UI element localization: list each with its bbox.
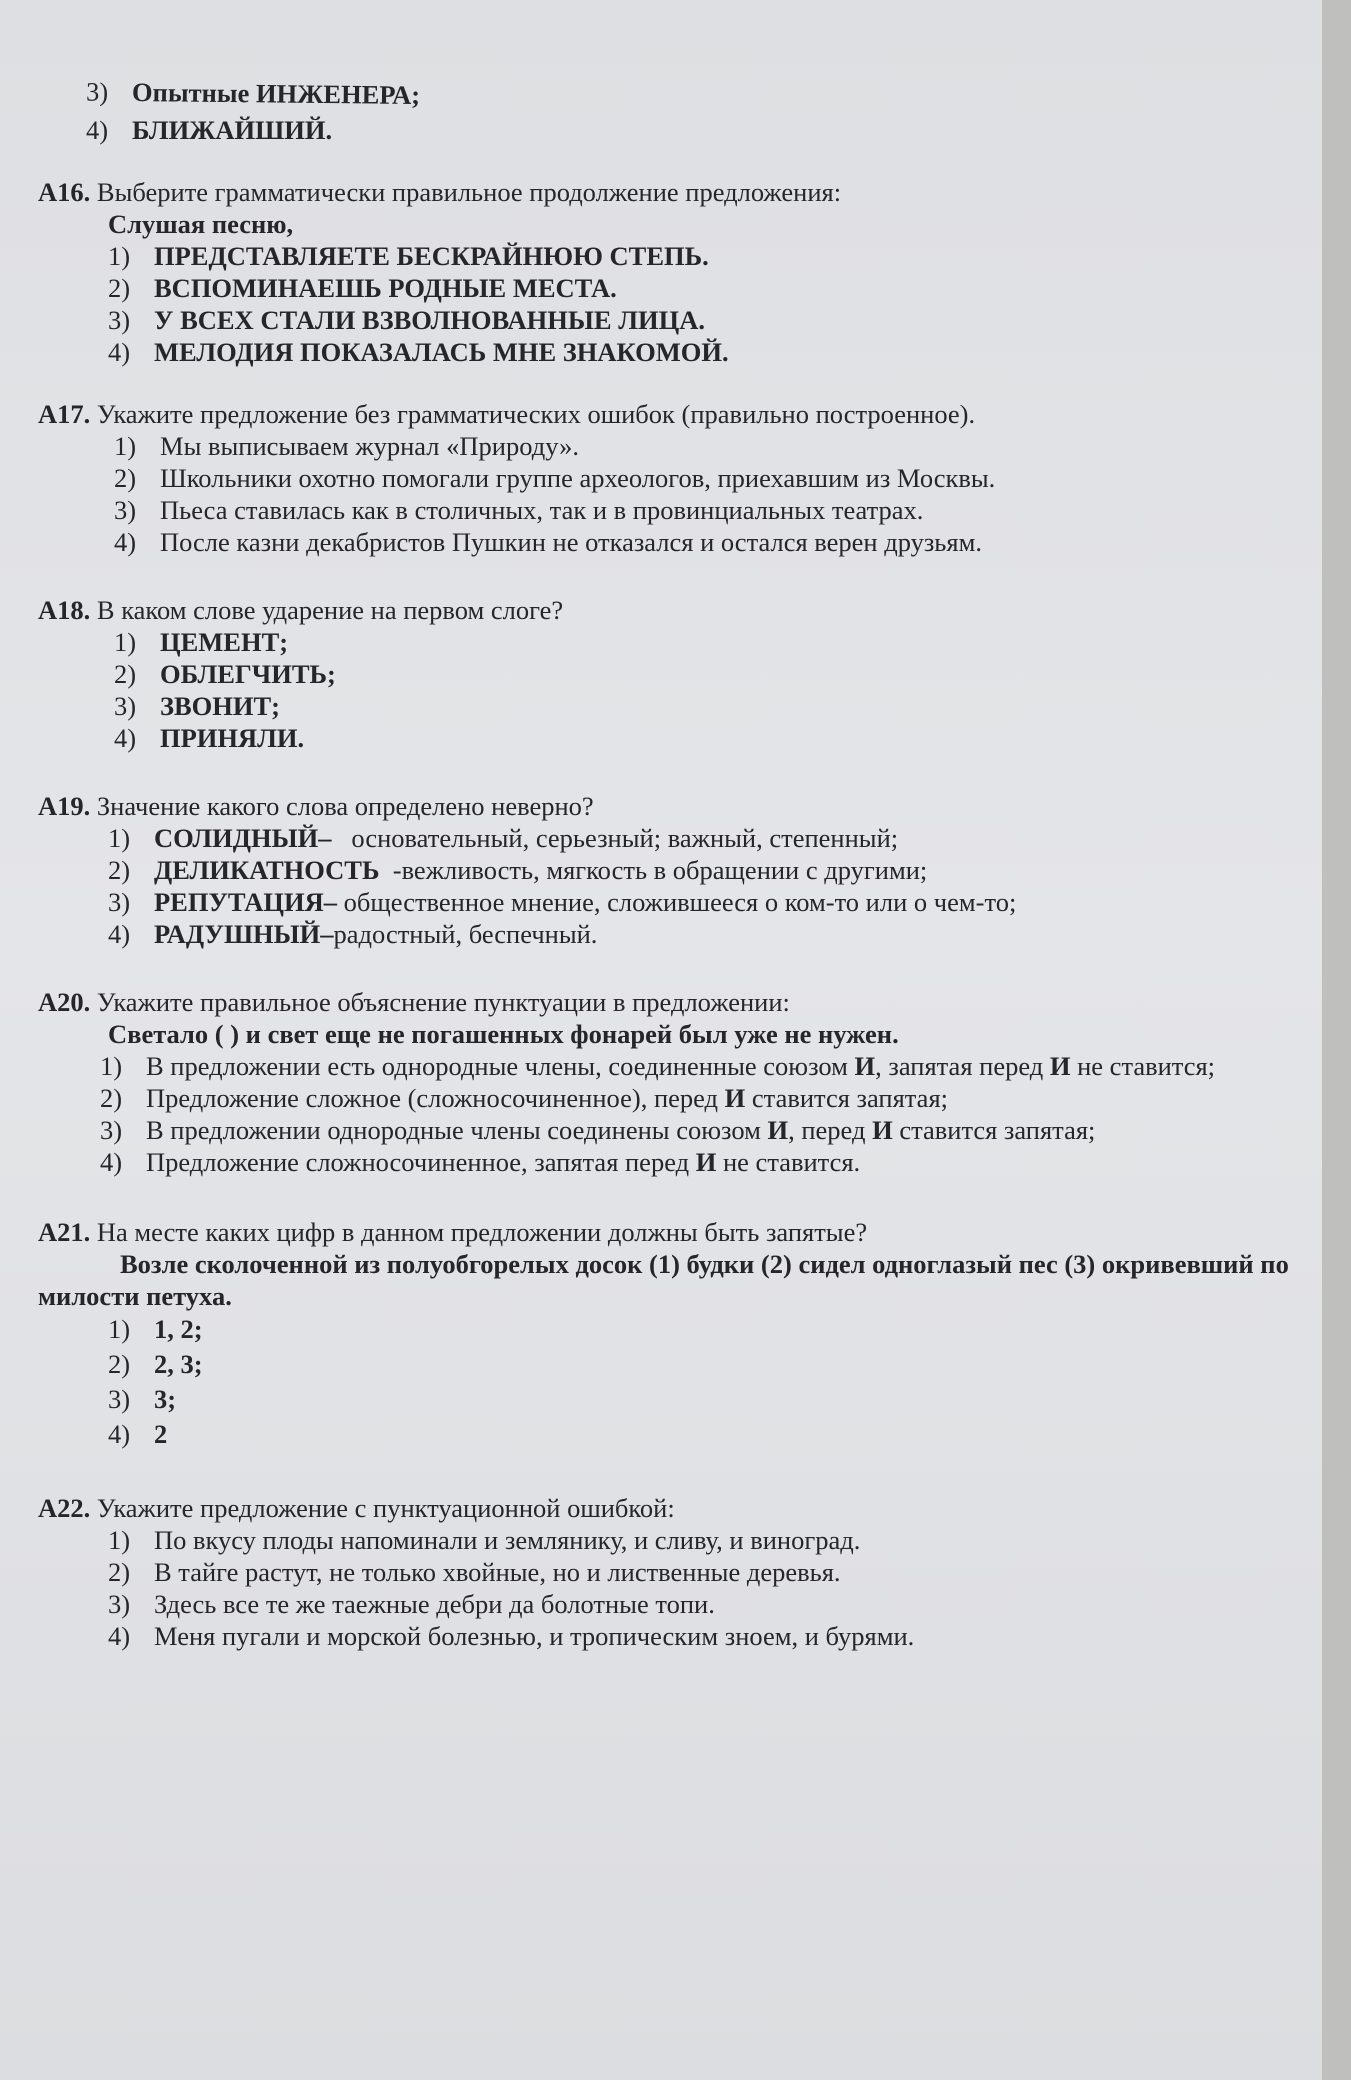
list-item: 2) ВСПОМИНАЕШЬ РОДНЫЕ МЕСТА.: [108, 273, 617, 303]
list-item: 4) ПРИНЯЛИ.: [114, 723, 305, 753]
question-a20: [38, 986, 1328, 1178]
list-item: 1) Мы выписываем журнал «Природу».: [114, 431, 579, 461]
options-list: [38, 240, 1328, 368]
list-item: 4) БЛИЖАЙШИЙ.: [86, 115, 333, 145]
list-item: 3) Пьеса ставилась как в столичных, так и в провинциальных театрах.: [114, 495, 924, 525]
question-prompt: A16. Выберите грамматически правильное продолжение предложения:: [38, 177, 842, 207]
question-prompt: A18. В каком слове ударение на первом слоге?: [38, 595, 564, 625]
question-sentence: Возле сколоченной из полуобгорелых досок (1) будки (2) сидел одноглазый пес (3) окривевший по милости петуха.: [38, 1249, 1289, 1311]
list-item: 4) Меня пугали и морской болезнью, и тропическим зноем, и бурями.: [108, 1621, 915, 1651]
question-prompt: A22. Укажите предложение с пунктуационной ошибкой:: [38, 1493, 675, 1523]
list-item: 1) ПРЕДСТАВЛЯЕТЕ БЕСКРАЙНЮЮ СТЕПЬ.: [108, 241, 709, 271]
list-item: 1) СОЛИДНЫЙ– основательный, серьезный; важный, степенный;: [108, 823, 899, 853]
options-list: [38, 1050, 1328, 1178]
list-item: 3) Опытные ИНЖЕНЕРА;: [85, 76, 421, 110]
question-a21: [38, 1216, 1328, 1452]
list-item: 2) ОБЛЕГЧИТЬ;: [114, 659, 336, 689]
options-list: [38, 1312, 1328, 1452]
list-item: 3) РЕПУТАЦИЯ– общественное мнение, сложившееся о ком-то или о чем-то;: [108, 887, 1017, 917]
question-a22: [38, 1492, 1328, 1652]
options-list: [38, 626, 1328, 754]
list-item: 4) РАДУШНЫЙ–радостный, беспечный.: [108, 919, 598, 949]
question-sentence: Светало ( ) и свет еще не погашенных фонарей был уже не нужен.: [108, 1019, 899, 1049]
list-item: 1) В предложении есть однородные члены, соединенные союзом И, запятая перед И не ставится;: [100, 1051, 1216, 1081]
list-item: 4) МЕЛОДИЯ ПОКАЗАЛАСЬ МНЕ ЗНАКОМОЙ.: [108, 337, 729, 367]
list-item: 4) Предложение сложносочиненное, запятая перед И не ставится.: [100, 1147, 861, 1177]
options-list: [38, 1524, 1328, 1652]
list-item: 4) После казни декабристов Пушкин не отказался и остался верен друзьям.: [114, 527, 982, 557]
list-item: 4) 2: [108, 1419, 168, 1449]
list-item: 2) 2, 3;: [108, 1349, 203, 1379]
options-list: [38, 822, 1328, 950]
options-list: [38, 430, 1328, 558]
list-item: 1) ЦЕМЕНТ;: [114, 627, 289, 657]
test-content: [38, 76, 1328, 1652]
question-prompt: A17. Укажите предложение без грамматических ошибок (правильно построенное).: [38, 399, 976, 429]
prev-question-options: [38, 76, 1328, 146]
list-item: 1) 1, 2;: [108, 1314, 203, 1344]
list-item: 1) По вкусу плоды напоминали и землянику, и сливу, и виноград.: [108, 1525, 861, 1555]
question-a16: [38, 176, 1328, 368]
question-prompt: A20. Укажите правильное объяснение пунктуации в предложении:: [38, 987, 790, 1017]
list-item: 2) ДЕЛИКАТНОСТЬ -вежливость, мягкость в обращении с другими;: [108, 855, 928, 885]
question-a17: [38, 398, 1328, 558]
list-item: 3) 3;: [108, 1384, 177, 1414]
question-a18: [38, 594, 1328, 754]
list-item: 3) В предложении однородные члены соединены союзом И, перед И ставится запятая;: [100, 1115, 1096, 1145]
question-a19: [38, 790, 1328, 950]
list-item: 3) Здесь все те же таежные дебри да болотные топи.: [108, 1589, 715, 1619]
list-item: 3) ЗВОНИТ;: [114, 691, 281, 721]
list-item: 2) В тайге растут, не только хвойные, но и лиственные деревья.: [108, 1557, 841, 1587]
question-prompt: A21. На месте каких цифр в данном предложении должны быть запятые?: [38, 1217, 868, 1247]
list-item: 3) У ВСЕХ СТАЛИ ВЗВОЛНОВАННЫЕ ЛИЦА.: [108, 305, 705, 335]
list-item: 2) Школьники охотно помогали группе археологов, приехавшим из Москвы.: [114, 463, 996, 493]
question-prompt: A19. Значение какого слова определено неверно?: [38, 791, 594, 821]
list-item: 2) Предложение сложное (сложносочиненное), перед И ставится запятая;: [100, 1083, 948, 1113]
question-sentence: Слушая песню,: [108, 209, 294, 239]
